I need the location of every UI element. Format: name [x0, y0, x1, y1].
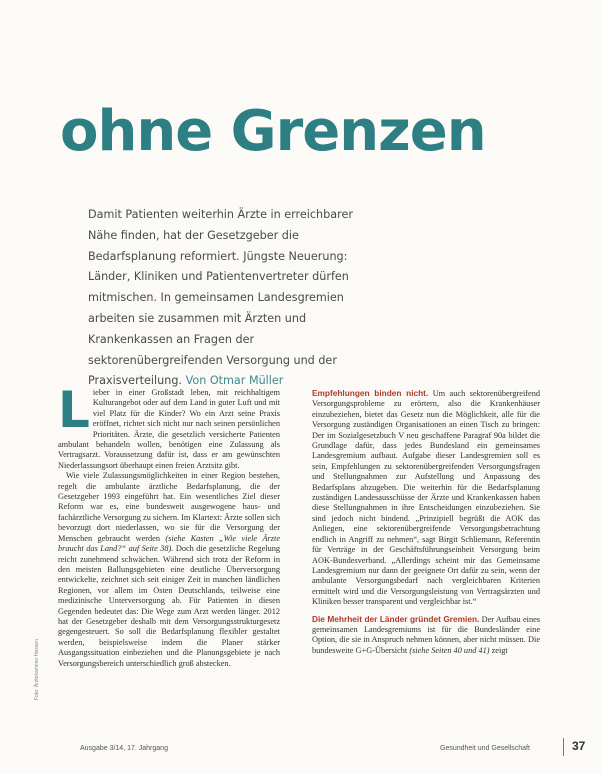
- footer-issue: Ausgabe 3/14, 17. Jahrgang: [80, 745, 168, 752]
- byline: Von Otmar Müller: [185, 374, 284, 388]
- article-headline: ohne Grenzen: [60, 99, 486, 164]
- lead-text: Damit Patienten weiterhin Ärzte in erreichbarer Nähe finden, hat der Gesetzgeber die Bedarfsplanung reformiert. Jüngste Neuerung: Länder, Kliniken und Patientenvertreter dürfen mitmischen. In gemeinsamen Landesgremien arbeiten sie zusammen mit Ärzten und Krankenkassen an Fragen der sektorenübergreifenden Versorgung und der Praxisverteilung.: [88, 208, 353, 388]
- body-column-left: [58, 388, 280, 698]
- body-paragraph: [312, 388, 540, 608]
- subheading: Empfehlungen binden nicht.: [312, 388, 429, 398]
- body-paragraph: [58, 471, 280, 669]
- paragraph-text: ieber in einer Großstadt leben, mit reichhaltigem Kulturangebot oder auf dem Land in guter Luft und mit viel Platz für die Kinder? Wo ein Arzt seine Praxis eröffnet, richtet sich nicht nur nach seinen persönlichen Prioritäten. Ärzte, die gesetzlich versicherte Patienten ambulant behandeln wollen, benötigen eine Zulassung als Vertragsarzt. Voraussetzung dafür ist, dass er am gewünschten Niederlassungsort überhaupt einen freien Arztsitz gibt.: [58, 388, 280, 470]
- paragraph-text: Der Aufbau eines gemeinsamen Landesgremiums ist für die Bundesländer eine Option, die sie in Anspruch nehmen können, aber nicht müssen. Die bundesweite G+G-Übersicht: [312, 614, 540, 655]
- paragraph-text: Um auch sektorenübergreifend Versorgungsprobleme zu erörtern, also die Krankenhäuser einzubeziehen, bietet das Gesetz nun die Möglichkeit, alle für die Versorgung zuständigen Organisationen an einen Tisch zu bringen: Der im Sozialgesetzbuch V neu geschaffene Paragraf 90a bildet die Grundlage dafür, dass jedes Bundesland ein gemeinsames Landesgremium aufbaut. Aufgabe dieser Landesgremien soll es sein, Empfehlungen zu sektorenübergreifenden Versorgungsfragen und Stellungnahmen zur Aufstellung und Anpassung des Bedarfsplans abzugeben. Die weiterhin für die Bedarfsplanung zuständigen Landesausschüsse der Ärzte und Krankenkassen haben diese Stellungnahmen in ihre Entscheidungen einzubeziehen. Sie sind jedoch nicht bindend. „Prinzipiell begrüßt die AOK das Anliegen, eine sektorenübergreifende Versorgungsbetrachtung endlich in Angriff zu nehmen“, sagt Birgit Schliemann, Referentin für Verträge in der Geschäftsführungseinheit Versorgung beim AOK-Bundesverband. „Allerdings scheint mir das Gemeinsame Landesgremium nur dann der geeignete Ort dafür zu sein, wenn der ambulante Versorgungsbedarf nach vergleichbaren Kriterien ermittelt wird und die Versorgungsleistung von Vertragsärzten und Kliniken besser transparent und vergleichbar ist.“: [312, 389, 540, 607]
- paragraph-text: Doch die gesetzliche Regelung reicht zunehmend schwächen. Während sich trotz der Reform in den meisten Ballungsgebieten eine deutliche Überversorgung entwickelte, zeichnet sich seit einiger Zeit in manchen ländlichen Regionen, vor allem im Osten Deutschlands, teilweise eine medizinische Unterversorgung ab. Für Patienten in diesen Gegenden bedeutet das: Die Wege zum Arzt werden länger. 2012 hat der Gesetzgeber deshalb mit dem Versorgungsstrukturgesetz gegengesteuert. So soll die Bedarfsplanung flexibler gestaltet werden, beispielsweise indem die Planer stärker Ausgangssituation einbeziehen und die Planungsgebiete je nach Versorgungsbereich unterschiedlich groß abstecken.: [58, 544, 280, 668]
- footer-publication: Gesundheit und Gesellschaft: [440, 745, 530, 752]
- cross-reference: (siehe Kasten „Wie viele Ärzte braucht das Land?“ auf Seite 38).: [58, 533, 280, 554]
- lead-paragraph: [88, 205, 378, 392]
- footer-divider: [563, 738, 564, 756]
- photo-credit: Foto: Ärztekammer Hessen: [34, 639, 40, 700]
- subheading: Die Mehrheit der Länder gründet Gremien.: [312, 613, 480, 624]
- body-column-right: [312, 388, 540, 726]
- paragraph-text: Wie viele Zulassungsmöglichkeiten in einer Region bestehen, regelt die ambulante ärztliche Bedarfsplanung, die der Gesetzgeber 1993 eingeführt hat. Ein wesentliches Ziel dieser Reform war es, eine bundesweit ausgewogene haus- und fachärztliche Versorgung zu sichern. Im Klartext: Ärzte sollen sich bevorzugt dort niederlassen, wo sie für die Versorgung der Menschen gebraucht werden: [58, 471, 280, 543]
- paragraph-text: zeigt: [491, 645, 508, 655]
- page-number: 37: [572, 739, 586, 753]
- cross-reference: (siehe Seiten 40 und 41): [409, 645, 490, 655]
- intro-paragraph: [58, 388, 280, 471]
- drop-cap: L: [58, 388, 90, 439]
- body-paragraph: [312, 614, 540, 657]
